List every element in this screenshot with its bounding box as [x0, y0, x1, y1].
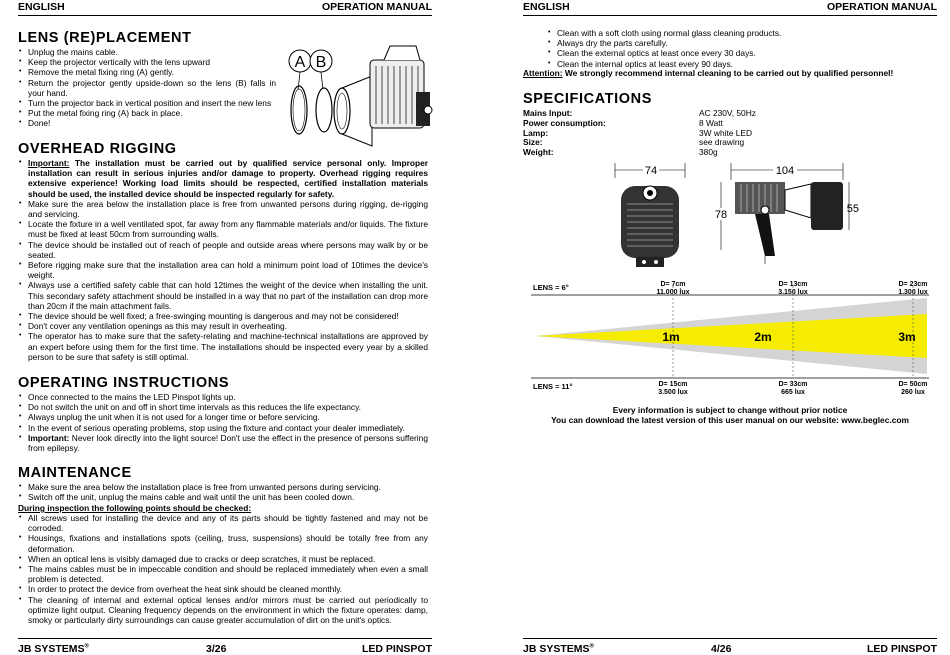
spec-row: Size: see drawing [523, 137, 745, 148]
beam-top-lux-3m: 1.300 lux [898, 289, 928, 296]
list-item: • The cleaning of internal and external optical lenses and/or mirrors must be carried out periodically to optimize light output. Cleaning frequency depends on the environment in which the fixture operates: damp, smoky or particularly dirty surroundings can cause greater accumulation of dirt on the unit's optics. [18, 595, 428, 626]
maintenance-heading: MAINTENANCE [18, 465, 132, 481]
spec-row: Weight: 380g [523, 147, 718, 158]
beam-top-lux-2m: 3.150 lux [778, 289, 808, 296]
rigging-heading: OVERHEAD RIGGING [18, 141, 177, 157]
list-item: • Turn the projector back in vertical position and insert the new lens [18, 98, 276, 108]
maintenance-list [18, 482, 428, 502]
heatsink-side [735, 182, 785, 214]
lens-body [811, 182, 843, 230]
projector-heatsink [370, 60, 424, 128]
lens-b [316, 88, 332, 132]
spec-row: Power consumption: 8 Watt [523, 117, 723, 128]
footer-brand: JB SYSTEMS® [18, 643, 89, 655]
list-item: • The mains cables must be in impeccable condition and should be replaced immediately when even a small problem is detected. [18, 564, 428, 584]
depth-label: 55 [846, 203, 859, 215]
beam-bottom-lux-2m: 665 lux [781, 389, 805, 396]
beam-bottom-d-2m: D= 33cm [778, 381, 808, 388]
lens-6-label: LENS = 6° [533, 283, 569, 292]
mount-bracket [755, 214, 775, 256]
list-item: • Switch off the unit, unplug the mains cable and wait until the unit has been cooled down. [18, 492, 428, 502]
inspection-title: During inspection the following points should be checked: [18, 503, 252, 513]
page-number: 3/26 [206, 643, 227, 655]
header-language: ENGLISH [523, 1, 570, 13]
list-item: • Always unplug the unit when it is not used for a longer time or before servicing. [18, 412, 428, 422]
header-title: OPERATION MANUAL [826, 1, 937, 13]
footer-product: LED PINSPOT [866, 643, 937, 655]
list-item: • In order to protect the device from overheat the heat sink should be cleaned monthly. [18, 584, 428, 594]
list-item: • Remove the metal fixing ring (A) gently. [18, 67, 276, 77]
list-item: • Clean the external optics at least once every 30 days. [547, 48, 937, 58]
list-item: • Important: The installation must be carried out by qualified service personal only. Improper installation can result in serious injuries and/or damage to property. Overhead rigging requires extensive experience! Working load limits should be respected, certified installation materials should be used, the installed device should be inspected regularly for safety. [18, 158, 428, 199]
inspection-list [18, 513, 428, 625]
cleaning-list [547, 28, 937, 69]
list-item: • All screws used for installing the device and any of its parts should be tightly fastened and may not be corroded. [18, 513, 428, 533]
page-footer [18, 638, 432, 655]
list-item: • Clean the internal optics at least every 90 days. [547, 59, 937, 69]
list-item: • Do not switch the unit on and off in short time intervals as this reduces the life expectancy. [18, 402, 428, 412]
beam-top-lux-1m: 11.000 lux [656, 289, 690, 296]
lens-11-label: LENS = 11° [533, 382, 573, 391]
spec-row: Lamp: 3W white LED [523, 127, 753, 138]
side-width-label: 104 [775, 165, 795, 177]
list-item: • Locate the fixture in a well ventilated spot, far away from any flammable materials and/or liquids. The fixture must be fixed at least 50cm from surrounding walls. [18, 219, 428, 239]
list-item: • Always dry the parts carefully. [547, 38, 937, 48]
list-item: • Keep the projector vertically with the lens upward [18, 57, 276, 67]
right-page [523, 0, 937, 654]
attention-note: Attention: We strongly recommend internal cleaning to be carried out by qualified personnel! [523, 68, 894, 78]
specifications-table [523, 109, 756, 158]
list-item: • Unplug the mains cable. [18, 47, 276, 57]
download-notice: You can download the latest version of this user manual on our website: www.beglec.com [551, 415, 909, 425]
side-view-drawing [711, 160, 861, 270]
page-header [523, 1, 937, 16]
beam-bottom-lux-1m: 3.500 lux [658, 389, 688, 396]
list-item: • Important: Never look directly into the light source! Don't use the effect in the presence of persons suffering from epilepsy. [18, 433, 428, 453]
distance-3m-label: 3m [898, 330, 916, 344]
lens-replacement-illustration [280, 38, 432, 138]
list-item: • Once connected to the mains the LED Pinspot lights up. [18, 392, 428, 402]
front-view-drawing [607, 160, 693, 270]
list-item: • Housings, fixations and installations spots (ceiling, truss, suspensions) should be totally free from any deformation. [18, 533, 428, 553]
beam-top-d-2m: D= 13cm [778, 281, 808, 288]
list-item: • Clean with a soft cloth using normal glass cleaning products. [547, 28, 937, 38]
page-footer [523, 638, 937, 655]
footer-brand: JB SYSTEMS® [523, 643, 594, 655]
distance-2m-label: 2m [754, 330, 772, 344]
list-item: • The operator has to make sure that the safety-relating and machine-technical installations are approved by an expert before using them for the first time. The installations should be inspected every year by a skilled person to be sure that safety is still optimal. [18, 331, 428, 362]
lens-heading: LENS (RE)PLACEMENT [18, 30, 192, 46]
list-item: • In the event of serious operating problems, stop using the fixture and contact your dealer immediately. [18, 423, 428, 433]
list-item: • The device should be well fixed; a free-swinging mounting is dangerous and may not be considered! [18, 311, 428, 321]
header-title: OPERATION MANUAL [321, 1, 432, 13]
header-language: ENGLISH [18, 1, 65, 13]
list-item: • When an optical lens is visibly damaged due to cracks or deep scratches, it must be replaced. [18, 554, 428, 564]
list-item: • Make sure the area below the installation place is free from unwanted persons during rigging, de-rigging and servicing. [18, 199, 428, 219]
page-number: 4/26 [711, 643, 732, 655]
list-item: • Put the metal fixing ring (A) back in place. [18, 108, 276, 118]
fixing-ring-a [291, 86, 307, 134]
beam-top-d-1m: D= 7cm [660, 281, 686, 288]
lens-steps-list [18, 47, 276, 129]
list-item: • Return the projector gently upside-down so the lens (B) falls in your hand. [18, 78, 276, 98]
list-item: • Done! [18, 118, 276, 128]
footer-product: LED PINSPOT [361, 643, 432, 655]
list-item: • Make sure the area below the installation place is free from unwanted persons during servicing. [18, 482, 428, 492]
list-item: • The device should be installed out of reach of people and outside areas where persons may walk by or be seated. [18, 240, 428, 260]
page-header [18, 1, 432, 16]
beam-top-d-3m: D= 23cm [898, 281, 928, 288]
beam-diagram [523, 278, 937, 398]
rigging-list [18, 158, 428, 362]
front-width-label: 74 [644, 165, 658, 177]
specifications-heading: SPECIFICATIONS [523, 91, 652, 107]
height-label: 78 [714, 209, 728, 221]
distance-1m-label: 1m [662, 330, 680, 344]
operating-heading: OPERATING INSTRUCTIONS [18, 375, 230, 391]
change-notice: Every information is subject to change without prior notice [612, 405, 848, 415]
left-page [18, 0, 432, 654]
operating-list [18, 392, 428, 453]
list-item: • Always use a certified safety cable that can hold 12times the weight of the device when installing the unit. This secondary safety attachment should be installed in a way that no part of the installation can drop more than 20cm if the main attachment fails. [18, 280, 428, 311]
list-item: • Don't cover any ventilation openings as this may result in overheating. [18, 321, 428, 331]
list-item: • Before rigging make sure that the installation area can hold a minimum point load of 10times the device's weight. [18, 260, 428, 280]
beam-bottom-d-1m: D= 15cm [658, 381, 688, 388]
label-a: A [294, 54, 306, 71]
beam-bottom-d-3m: D= 50cm [898, 381, 928, 388]
beam-bottom-lux-3m: 260 lux [901, 389, 925, 396]
label-b: B [315, 54, 327, 71]
spec-row: Mains Input: AC 230V, 50Hz [523, 108, 756, 118]
